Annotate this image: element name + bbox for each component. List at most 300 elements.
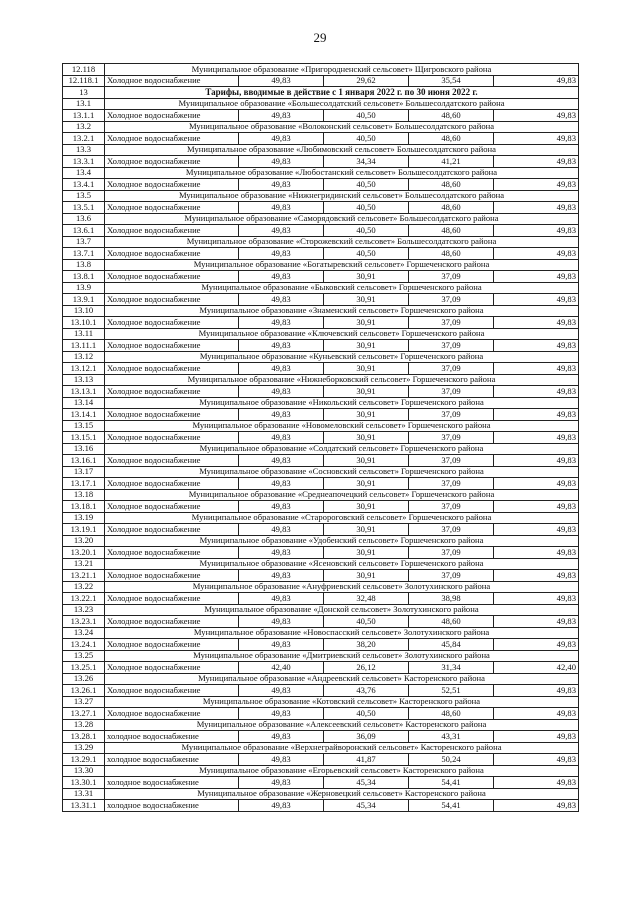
tariff-value: 30,91	[324, 478, 409, 490]
service-name: холодное водоснабжение	[105, 800, 239, 812]
table-row	[63, 110, 579, 122]
tariff-value: 49,83	[239, 501, 324, 513]
service-name: Холодное водоснабжение	[105, 133, 239, 145]
row-code: 13.28.1	[63, 731, 105, 743]
municipality-title: Муниципальное образование «Куньевский сельсовет» Горшеченского района	[105, 351, 579, 363]
service-name: Холодное водоснабжение	[105, 593, 239, 605]
municipality-title: Муниципальное образование «Солдатский сельсовет» Горшеченского района	[105, 443, 579, 455]
tariff-value: 34,34	[324, 156, 409, 168]
table-row	[63, 248, 579, 260]
row-code: 13.18	[63, 489, 105, 501]
municipality-title: Муниципальное образование «Любостанский сельсовет» Большесолдатского района	[105, 167, 579, 179]
row-code: 13.26	[63, 673, 105, 685]
municipality-row	[63, 121, 579, 133]
table-row	[63, 432, 579, 444]
tariff-value: 49,83	[239, 110, 324, 122]
table-row	[63, 777, 579, 789]
tariff-value: 49,83	[494, 501, 579, 513]
row-code: 13.31.1	[63, 800, 105, 812]
tariff-value: 45,34	[324, 777, 409, 789]
tariff-value: 37,09	[409, 524, 494, 536]
tariff-value: 31,34	[409, 662, 494, 674]
table-row	[63, 363, 579, 375]
tariff-value: 40,50	[324, 110, 409, 122]
tariff-value: 49,83	[239, 432, 324, 444]
tariff-value: 43,31	[409, 731, 494, 743]
tariff-value: 45,34	[324, 800, 409, 812]
tariff-value: 49,83	[239, 363, 324, 375]
municipality-title: Муниципальное образование «Сосновский сельсовет» Горшеченского района	[105, 466, 579, 478]
municipality-title: Муниципальное образование «Котовский сельсовет» Касторенского района	[105, 696, 579, 708]
row-code: 13.9	[63, 282, 105, 294]
tariff-value: 49,83	[494, 639, 579, 651]
tariff-value: 49,83	[494, 386, 579, 398]
row-code: 13.26.1	[63, 685, 105, 697]
row-code: 13.20	[63, 535, 105, 547]
municipality-title: Муниципальное образование «Нижнеборковский сельсовет» Горшеченского района	[105, 374, 579, 386]
service-name: Холодное водоснабжение	[105, 455, 239, 467]
tariff-value: 40,50	[324, 248, 409, 260]
tariff-value: 49,83	[239, 271, 324, 283]
row-code: 13.13.1	[63, 386, 105, 398]
tariff-value: 49,83	[239, 800, 324, 812]
tariff-value: 29,62	[324, 75, 409, 87]
tariff-value: 37,09	[409, 386, 494, 398]
municipality-row	[63, 190, 579, 202]
service-name: Холодное водоснабжение	[105, 432, 239, 444]
row-code: 13.3.1	[63, 156, 105, 168]
tariff-value: 49,83	[239, 156, 324, 168]
tariff-value: 30,91	[324, 432, 409, 444]
tariff-value: 49,83	[239, 685, 324, 697]
row-code: 13.7.1	[63, 248, 105, 260]
tariff-value: 49,83	[239, 455, 324, 467]
municipality-row	[63, 167, 579, 179]
municipality-row	[63, 765, 579, 777]
row-code: 13.6	[63, 213, 105, 225]
tariff-value: 37,09	[409, 271, 494, 283]
service-name: холодное водоснабжение	[105, 754, 239, 766]
tariff-value: 49,83	[239, 386, 324, 398]
table-row	[63, 731, 579, 743]
row-code: 13.12	[63, 351, 105, 363]
tariff-value: 26,12	[324, 662, 409, 674]
tariff-value: 49,83	[239, 248, 324, 260]
table-row	[63, 524, 579, 536]
tariff-value: 30,91	[324, 501, 409, 513]
tariff-value: 49,83	[494, 570, 579, 582]
table-row	[63, 478, 579, 490]
row-code: 13.27.1	[63, 708, 105, 720]
service-name: холодное водоснабжение	[105, 731, 239, 743]
municipality-title: Муниципальное образование «Донской сельсовет» Золотухинского района	[105, 604, 579, 616]
service-name: Холодное водоснабжение	[105, 570, 239, 582]
row-code: 13.8.1	[63, 271, 105, 283]
tariff-value: 40,50	[324, 179, 409, 191]
row-code: 13.17	[63, 466, 105, 478]
row-code: 13.3	[63, 144, 105, 156]
tariff-value: 49,83	[494, 524, 579, 536]
row-code: 13.21.1	[63, 570, 105, 582]
tariff-value: 54,41	[409, 800, 494, 812]
table-row	[63, 317, 579, 329]
service-name: Холодное водоснабжение	[105, 202, 239, 214]
municipality-title: Муниципальное образование «Богатыревский сельсовет» Горшеченского района	[105, 259, 579, 271]
tariff-value: 41,21	[409, 156, 494, 168]
municipality-title: Муниципальное образование «Сторожевский сельсовет» Большесолдатского района	[105, 236, 579, 248]
tariff-value: 49,83	[494, 156, 579, 168]
tariff-value: 49,83	[494, 110, 579, 122]
tariff-value: 37,09	[409, 363, 494, 375]
tariff-value: 49,83	[239, 777, 324, 789]
service-name: Холодное водоснабжение	[105, 271, 239, 283]
service-name: Холодное водоснабжение	[105, 294, 239, 306]
table-row	[63, 294, 579, 306]
service-name: Холодное водоснабжение	[105, 639, 239, 651]
row-code: 12.118	[63, 64, 105, 76]
municipality-row	[63, 673, 579, 685]
tariff-value: 49,83	[494, 225, 579, 237]
tariff-value: 49,83	[239, 340, 324, 352]
service-name: Холодное водоснабжение	[105, 340, 239, 352]
row-code: 13.15	[63, 420, 105, 432]
row-code: 13	[63, 87, 105, 99]
tariff-value: 49,83	[494, 547, 579, 559]
table-row	[63, 225, 579, 237]
municipality-row	[63, 282, 579, 294]
municipality-title: Муниципальное образование «Нижнегридинский сельсовет» Большесолдатского района	[105, 190, 579, 202]
municipality-title: Муниципальное образование «Ясеновский сельсовет» Горшеченского района	[105, 558, 579, 570]
service-name: Холодное водоснабжение	[105, 225, 239, 237]
service-name: Холодное водоснабжение	[105, 616, 239, 628]
tariff-value: 49,83	[494, 777, 579, 789]
row-code: 13.14.1	[63, 409, 105, 421]
tariff-value: 49,83	[239, 478, 324, 490]
row-code: 13.5	[63, 190, 105, 202]
table-row	[63, 639, 579, 651]
row-code: 13.27	[63, 696, 105, 708]
table-row	[63, 75, 579, 87]
municipality-row	[63, 650, 579, 662]
service-name: Холодное водоснабжение	[105, 409, 239, 421]
tariff-value: 30,91	[324, 340, 409, 352]
tariff-value: 37,09	[409, 455, 494, 467]
tariff-value: 49,83	[239, 616, 324, 628]
tariff-value: 49,83	[239, 547, 324, 559]
tariff-value: 48,60	[409, 708, 494, 720]
municipality-title: Муниципальное образование «Верхнеграйворонский сельсовет» Касторенского района	[105, 742, 579, 754]
row-code: 13.16	[63, 443, 105, 455]
row-code: 13.2.1	[63, 133, 105, 145]
service-name: Холодное водоснабжение	[105, 708, 239, 720]
tariff-value: 37,09	[409, 340, 494, 352]
service-name: Холодное водоснабжение	[105, 179, 239, 191]
row-code: 13.14	[63, 397, 105, 409]
service-name: Холодное водоснабжение	[105, 501, 239, 513]
row-code: 13.4	[63, 167, 105, 179]
row-code: 13.25	[63, 650, 105, 662]
municipality-row	[63, 305, 579, 317]
row-code: 13.25.1	[63, 662, 105, 674]
tariff-value: 37,09	[409, 501, 494, 513]
section-row	[63, 87, 579, 99]
table-row	[63, 133, 579, 145]
tariff-value: 48,60	[409, 248, 494, 260]
tariff-value: 37,09	[409, 294, 494, 306]
row-code: 13.20.1	[63, 547, 105, 559]
tariff-value: 40,50	[324, 708, 409, 720]
tariff-value: 49,83	[494, 294, 579, 306]
row-code: 13.19	[63, 512, 105, 524]
municipality-title: Муниципальное образование «Новомеловский сельсовет» Горшеченского района	[105, 420, 579, 432]
municipality-row	[63, 98, 579, 110]
tariff-value: 49,83	[494, 478, 579, 490]
tariff-value: 49,83	[494, 340, 579, 352]
service-name: Холодное водоснабжение	[105, 386, 239, 398]
table-row	[63, 685, 579, 697]
municipality-row	[63, 581, 579, 593]
tariff-value: 30,91	[324, 547, 409, 559]
row-code: 13.22.1	[63, 593, 105, 605]
service-name: Холодное водоснабжение	[105, 248, 239, 260]
municipality-row	[63, 466, 579, 478]
municipality-title: Муниципальное образование «Большесолдатский сельсовет» Большесолдатского района	[105, 98, 579, 110]
row-code: 13.1	[63, 98, 105, 110]
tariff-value: 40,50	[324, 225, 409, 237]
tariff-value: 42,40	[494, 662, 579, 674]
municipality-row	[63, 144, 579, 156]
tariff-value: 49,83	[239, 524, 324, 536]
tariff-value: 49,83	[494, 708, 579, 720]
service-name: Холодное водоснабжение	[105, 317, 239, 329]
municipality-title: Муниципальное образование «Новоспасский сельсовет» Золотухинского района	[105, 627, 579, 639]
municipality-title: Муниципальное образование «Андреевский сельсовет» Касторенского района	[105, 673, 579, 685]
row-code: 13.6.1	[63, 225, 105, 237]
row-code: 13.23.1	[63, 616, 105, 628]
tariff-value: 30,91	[324, 294, 409, 306]
municipality-title: Муниципальное образование «Быковский сельсовет» Горшеченского района	[105, 282, 579, 294]
row-code: 12.118.1	[63, 75, 105, 87]
tariff-value: 49,83	[494, 455, 579, 467]
service-name: Холодное водоснабжение	[105, 685, 239, 697]
municipality-title: Муниципальное образование «Ануфриевский сельсовет» Золотухинского района	[105, 581, 579, 593]
tariff-value: 43,76	[324, 685, 409, 697]
row-code: 13.31	[63, 788, 105, 800]
municipality-row	[63, 558, 579, 570]
tariff-value: 49,83	[239, 133, 324, 145]
row-code: 13.19.1	[63, 524, 105, 536]
table-row	[63, 708, 579, 720]
row-code: 13.10.1	[63, 317, 105, 329]
municipality-title: Муниципальное образование «Знаменский сельсовет» Горшеченского района	[105, 305, 579, 317]
tariff-value: 30,91	[324, 455, 409, 467]
table-row	[63, 455, 579, 467]
row-code: 13.24.1	[63, 639, 105, 651]
tariff-value: 49,83	[494, 409, 579, 421]
page-number: 29	[313, 30, 327, 45]
municipality-row	[63, 627, 579, 639]
tariff-value: 40,50	[324, 616, 409, 628]
row-code: 13.4.1	[63, 179, 105, 191]
row-code: 13.23	[63, 604, 105, 616]
municipality-row	[63, 489, 579, 501]
row-code: 13.8	[63, 259, 105, 271]
row-code: 13.29	[63, 742, 105, 754]
row-code: 13.10	[63, 305, 105, 317]
tariff-value: 49,83	[494, 248, 579, 260]
row-code: 13.15.1	[63, 432, 105, 444]
tariff-value: 38,98	[409, 593, 494, 605]
municipality-title: Муниципальное образование «Волоконский сельсовет» Большесолдатского района	[105, 121, 579, 133]
tariff-value: 40,50	[324, 133, 409, 145]
row-code: 13.1.1	[63, 110, 105, 122]
tariff-value: 48,60	[409, 110, 494, 122]
tariff-value: 48,60	[409, 179, 494, 191]
municipality-row	[63, 259, 579, 271]
municipality-title: Муниципальное образование «Пригородненский сельсовет» Щигровского района	[105, 64, 579, 76]
table-row	[63, 754, 579, 766]
tariff-value: 49,83	[239, 409, 324, 421]
tariff-value: 49,83	[494, 685, 579, 697]
table-row	[63, 271, 579, 283]
tariff-value: 49,83	[494, 202, 579, 214]
service-name: Холодное водоснабжение	[105, 156, 239, 168]
tariff-value: 49,83	[239, 202, 324, 214]
tariff-value: 49,83	[239, 317, 324, 329]
tariff-value: 49,83	[239, 75, 324, 87]
municipality-title: Муниципальное образование «Любимовский сельсовет» Большесолдатского района	[105, 144, 579, 156]
municipality-title: Муниципальное образование «Ключевский сельсовет» Горшеченского района	[105, 328, 579, 340]
tariff-value: 48,60	[409, 616, 494, 628]
municipality-row	[63, 719, 579, 731]
row-code: 13.17.1	[63, 478, 105, 490]
tariff-value: 32,48	[324, 593, 409, 605]
tariff-value: 49,83	[494, 593, 579, 605]
tariff-value: 42,40	[239, 662, 324, 674]
table-row	[63, 570, 579, 582]
row-code: 13.9.1	[63, 294, 105, 306]
municipality-title: Муниципальное образование «Среднеапочецкий сельсовет» Горшеченского района	[105, 489, 579, 501]
municipality-row	[63, 374, 579, 386]
tariff-value: 49,83	[239, 639, 324, 651]
tariff-value: 35,54	[409, 75, 494, 87]
tariff-value: 37,09	[409, 409, 494, 421]
row-code: 13.7	[63, 236, 105, 248]
municipality-row	[63, 696, 579, 708]
service-name: Холодное водоснабжение	[105, 363, 239, 375]
tariff-value: 48,60	[409, 225, 494, 237]
tariff-value: 49,83	[494, 616, 579, 628]
table-row	[63, 179, 579, 191]
municipality-row	[63, 213, 579, 225]
tariff-table	[62, 63, 579, 812]
municipality-title: Муниципальное образование «Удобенский сельсовет» Горшеченского района	[105, 535, 579, 547]
tariff-value: 49,83	[494, 75, 579, 87]
tariff-value: 49,83	[239, 731, 324, 743]
municipality-row	[63, 788, 579, 800]
row-code: 13.12.1	[63, 363, 105, 375]
service-name: Холодное водоснабжение	[105, 478, 239, 490]
section-title: Тарифы, вводимые в действие с 1 января 2022 г. по 30 июня 2022 г.	[105, 87, 579, 99]
municipality-row	[63, 397, 579, 409]
service-name: Холодное водоснабжение	[105, 662, 239, 674]
service-name: Холодное водоснабжение	[105, 75, 239, 87]
tariff-value: 49,83	[494, 800, 579, 812]
municipality-row	[63, 64, 579, 76]
service-name: Холодное водоснабжение	[105, 110, 239, 122]
municipality-row	[63, 535, 579, 547]
tariff-value: 30,91	[324, 570, 409, 582]
row-code: 13.5.1	[63, 202, 105, 214]
service-name: холодное водоснабжение	[105, 777, 239, 789]
tariff-value: 48,60	[409, 133, 494, 145]
tariff-value: 30,91	[324, 271, 409, 283]
tariff-value: 30,91	[324, 317, 409, 329]
table-row	[63, 616, 579, 628]
row-code: 13.29.1	[63, 754, 105, 766]
tariff-value: 30,91	[324, 409, 409, 421]
tariff-value: 37,09	[409, 547, 494, 559]
tariff-value: 49,83	[494, 317, 579, 329]
tariff-value: 45,84	[409, 639, 494, 651]
tariff-value: 54,41	[409, 777, 494, 789]
tariff-value: 49,83	[239, 570, 324, 582]
tariff-value: 48,60	[409, 202, 494, 214]
table-row	[63, 202, 579, 214]
municipality-row	[63, 328, 579, 340]
tariff-value: 49,83	[239, 294, 324, 306]
tariff-value: 30,91	[324, 363, 409, 375]
municipality-row	[63, 420, 579, 432]
table-row	[63, 662, 579, 674]
table-row	[63, 593, 579, 605]
row-code: 13.13	[63, 374, 105, 386]
tariff-value: 37,09	[409, 432, 494, 444]
row-code: 13.16.1	[63, 455, 105, 467]
tariff-value: 49,83	[494, 731, 579, 743]
tariff-value: 49,83	[494, 133, 579, 145]
municipality-title: Муниципальное образование «Дмитриевский сельсовет» Золотухинского района	[105, 650, 579, 662]
table-row	[63, 501, 579, 513]
row-code: 13.18.1	[63, 501, 105, 513]
table-row	[63, 340, 579, 352]
tariff-value: 49,83	[494, 432, 579, 444]
tariff-value: 49,83	[239, 708, 324, 720]
table-row	[63, 409, 579, 421]
row-code: 13.30	[63, 765, 105, 777]
service-name: Холодное водоснабжение	[105, 524, 239, 536]
municipality-row	[63, 236, 579, 248]
municipality-title: Муниципальное образование «Егорьевский сельсовет» Касторенского района	[105, 765, 579, 777]
tariff-value: 49,83	[494, 271, 579, 283]
tariff-value: 49,83	[494, 363, 579, 375]
tariff-value: 40,50	[324, 202, 409, 214]
table-row	[63, 547, 579, 559]
tariff-value: 30,91	[324, 524, 409, 536]
municipality-row	[63, 604, 579, 616]
table-row	[63, 800, 579, 812]
row-code: 13.22	[63, 581, 105, 593]
tariff-value: 50,24	[409, 754, 494, 766]
row-code: 13.30.1	[63, 777, 105, 789]
tariff-value: 49,83	[239, 179, 324, 191]
service-name: Холодное водоснабжение	[105, 547, 239, 559]
row-code: 13.21	[63, 558, 105, 570]
municipality-row	[63, 512, 579, 524]
municipality-title: Муниципальное образование «Саморядовский сельсовет» Большесолдатского района	[105, 213, 579, 225]
row-code: 13.2	[63, 121, 105, 133]
tariff-value: 36,09	[324, 731, 409, 743]
